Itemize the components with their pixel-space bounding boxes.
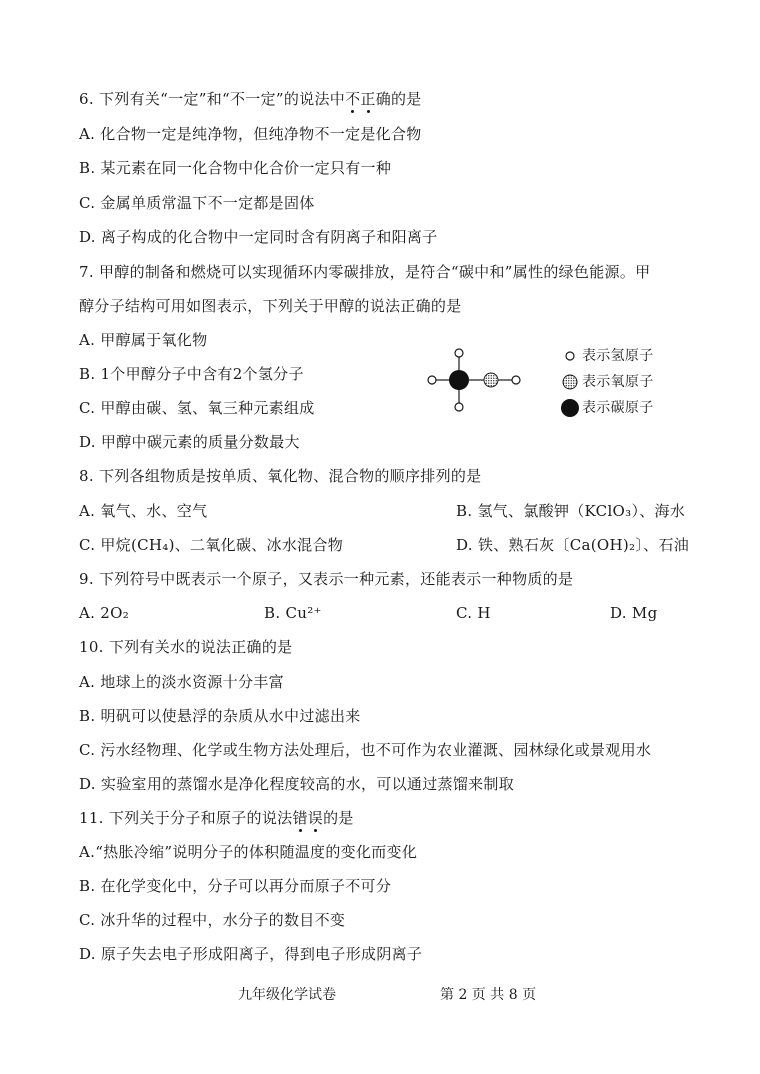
q10-option-a: A. 地球上的淡水资源十分丰富 — [79, 673, 284, 691]
legend-oxygen-symbol — [563, 375, 577, 389]
q8-option-c: C. 甲烷(CH₄)、二氧化碳、冰水混合物 — [79, 536, 344, 554]
q9-option-b: B. Cu²⁺ — [264, 604, 322, 622]
q6-option-c: C. 金属单质常温下不一定都是固体 — [79, 194, 315, 212]
q9-option-d: D. Mg — [610, 604, 658, 622]
carbon-atom — [449, 370, 469, 390]
q10-option-b: B. 明矾可以使悬浮的杂质从水中过滤出来 — [79, 707, 361, 725]
emphasis-char: 错 — [292, 809, 308, 827]
legend-hydrogen-symbol — [566, 352, 574, 360]
legend-carbon-symbol — [561, 399, 579, 417]
q11-option-c: C. 冰升华的过程中，水分子的数目不变 — [79, 911, 346, 929]
footer-page-number: 第 2 页 共 8 页 — [440, 987, 537, 1003]
footer-course: 九年级化学试卷 — [238, 987, 336, 1003]
q10-stem: 10. 下列有关水的说法正确的是 — [79, 638, 293, 656]
q6-stem: 6. 下列有关“一定”和“不一定”的说法中不正确的是 — [79, 90, 422, 108]
q11-option-a: A.“热胀冷缩”说明分子的体积随温度的变化而变化 — [79, 843, 418, 861]
q10-option-d: D. 实验室用的蒸馏水是净化程度较高的水，可以通过蒸馏来制取 — [79, 775, 515, 793]
q8-option-b: B. 氢气、氯酸钾（KClO₃）、海水 — [456, 502, 686, 520]
hydrogen-atom — [455, 349, 463, 357]
hydrogen-atom — [512, 376, 520, 384]
q9-option-c: C. H — [456, 604, 491, 622]
q9-stem: 9. 下列符号中既表示一个原子，又表示一种元素，还能表示一种物质的是 — [79, 570, 574, 588]
legend-carbon-label: 表示碳原子 — [582, 400, 654, 416]
methanol-molecule-diagram — [420, 342, 680, 422]
q7-option-c: C. 甲醇由碳、氢、氧三种元素组成 — [79, 399, 315, 417]
q8-option-a: A. 氧气、水、空气 — [79, 502, 208, 520]
q11-stem: 11. 下列关于分子和原子的说法错误的是 — [79, 809, 354, 827]
hydrogen-atom — [428, 376, 436, 384]
q7-option-a: A. 甲醇属于氧化物 — [79, 331, 208, 349]
q7-stem-line2: 醇分子结构可用如图表示，下列关于甲醇的说法正确的是 — [79, 297, 462, 315]
hydrogen-atom — [455, 403, 463, 411]
q7-stem-line1: 7. 甲醇的制备和燃烧可以实现循环内零碳排放，是符合“碳中和”属性的绿色能源。甲 — [79, 263, 651, 281]
oxygen-atom — [484, 373, 498, 387]
q8-stem: 8. 下列各组物质是按单质、氧化物、混合物的顺序排列的是 — [79, 467, 482, 485]
q7-option-d: D. 甲醇中碳元素的质量分数最大 — [79, 433, 300, 451]
q11-option-d: D. 原子失去电子形成阳离子，得到电子形成阴离子 — [79, 945, 423, 963]
legend-hydrogen-label: 表示氢原子 — [582, 348, 654, 364]
q7-option-b: B. 1个甲醇分子中含有2个氢分子 — [79, 365, 304, 383]
emphasis-char: 误 — [307, 809, 324, 827]
q6-option-b: B. 某元素在同一化合物中化合价一定只有一种 — [79, 159, 392, 177]
q8-option-d: D. 铁、熟石灰〔Ca(OH)₂〕、石油 — [456, 536, 690, 554]
q9-option-a: A. 2O₂ — [79, 604, 130, 622]
emphasis-char: 不 — [345, 90, 361, 108]
q6-option-d: D. 离子构成的化合物中一定同时含有阴离子和阳离子 — [79, 228, 438, 246]
q10-option-c: C. 污水经物理、化学或生物方法处理后，也不可作为农业灌溉、园林绿化或景观用水 — [79, 741, 652, 759]
emphasis-char: 正 — [360, 90, 376, 108]
q6-option-a: A. 化合物一定是纯净物，但纯净物不一定是化合物 — [79, 125, 422, 143]
q11-option-b: B. 在化学变化中，分子可以再分而原子不可分 — [79, 877, 392, 895]
legend-oxygen-label: 表示氧原子 — [582, 374, 654, 390]
